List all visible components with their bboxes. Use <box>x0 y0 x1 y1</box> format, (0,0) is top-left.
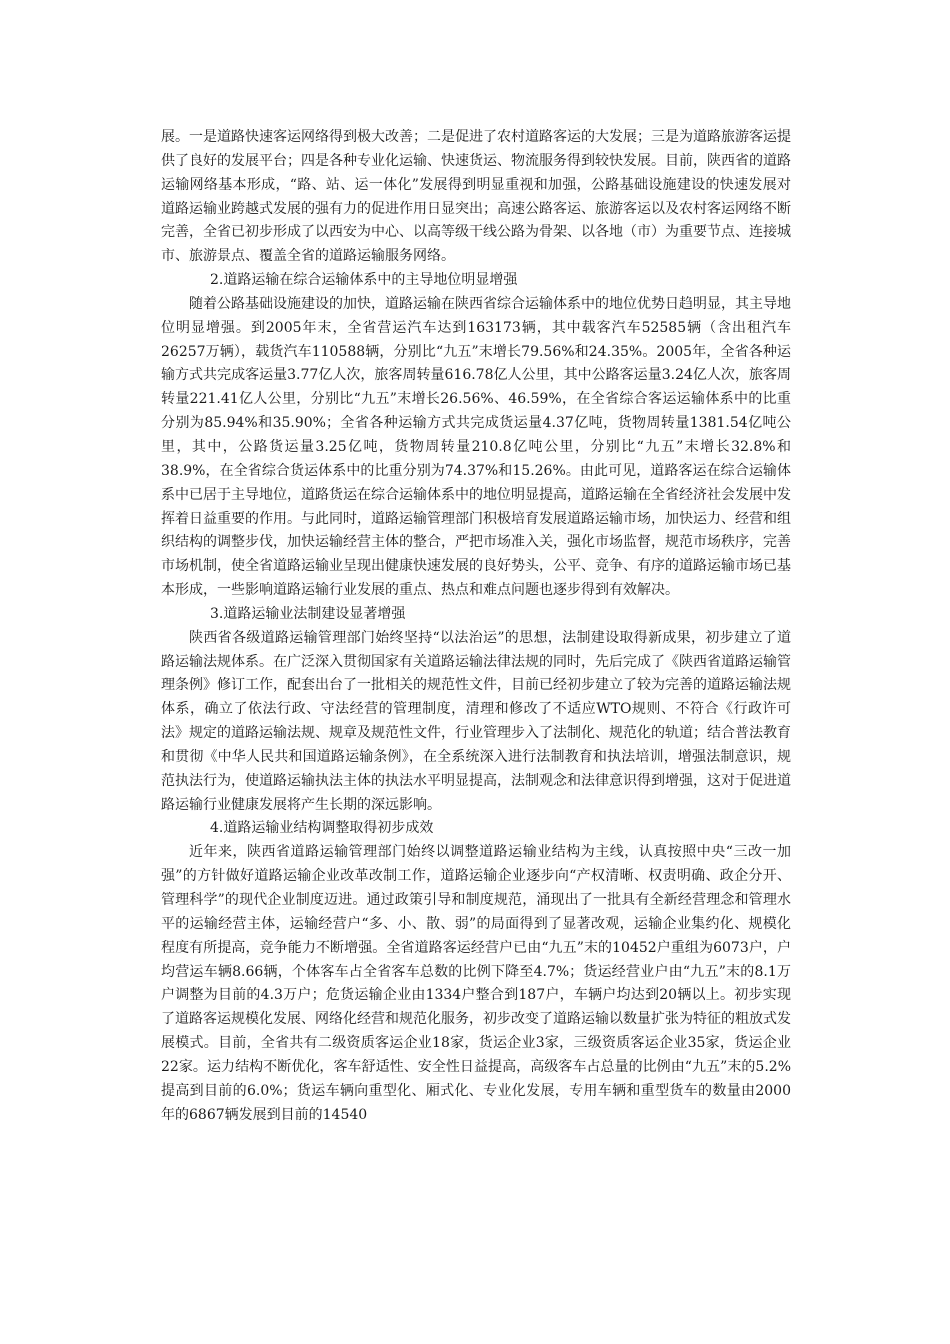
paragraph-continuation: 展。一是道路快速客运网络得到极大改善；二是促进了农村道路客运的大发展；三是为道路旅游客运提供了良好的发展平台；四是各种专业化运输、快速货运、物流服务得到较快发展。目前，陕西省的道路运输网络基本形成，“路、站、运一体化”发展得到明显重视和加强，公路基础设施建设的快速发展对道路运输业跨越式发展的强有力的促进作用日显突出；高速公路客运、旅游客运以及农村客运网络不断完善，全省已初步形成了以西安为中心、以高等级干线公路为骨架、以各地（市）为重要节点、连接城市、旅游景点、覆盖全省的道路运输服务网络。 <box>161 129 791 265</box>
section-heading-3: 3.道路运输业法制建设显著增强 <box>210 605 406 622</box>
paragraph-road-transport-dominance: 随着公路基础设施建设的加快，道路运输在陕西省综合运输体系中的地位优势日趋明显，其主导地位明显增强。到2005年末，全省营运汽车达到163173辆，其中载客汽车52585辆（含出租汽车26257万辆），载货汽车110588辆，分别比“九五”末增长79.56%和24.35%。2005年，全省各种运输方式共完成客运量3.77亿人次，旅客周转量616.78亿人公里，其中公路客运量3.24亿人次，旅客周转量221.41亿人公里，分别比“九五”末增长26.56%、46.59%，在全省综合客运运输体系中的比重分别为85.94%和35.90%；全省各种运输方式共完成货运量4.37亿吨，货物周转量1381.54亿吨公里，其中，公路货运量3.25亿吨，货物周转量210.8亿吨公里，分别比“九五”末增长32.8%和38.9%，在全省综合货运体系中的比重分别为74.37%和15.26%。由此可见，道路客运在综合运输体系中已居于主导地位，道路货运在综合运输体系中的地位明显提高，道路运输在全省经济社会发展中发挥着日益重要的作用。与此同时，道路运输管理部门积极培育发展道路运输市场，加快运力、经营和组织结构的调整步伐，加快运输经营主体的整合，严把市场准入关，强化市场监督，规范市场秩序，完善市场机制，使全省道路运输业呈现出健康快速发展的良好势头，公平、竞争、有序的道路运输市场已基本形成，一些影响道路运输行业发展的重点、热点和难点问题也逐步得到有效解决。 <box>161 295 791 599</box>
section-heading-2: 2.道路运输在综合运输体系中的主导地位明显增强 <box>210 272 518 289</box>
paragraph-legal-system: 陕西省各级道路运输管理部门始终坚持“以法治运”的思想，法制建设取得新成果，初步建立了道路运输法规体系。在广泛深入贯彻国家有关道路运输法律法规的同时，先后完成了《陕西省道路运输管理条例》修订工作，配套出台了一批相关的规范性文件，目前已经初步建立了较为完善的道路运输法规体系，确立了依法行政、守法经营的管理制度，清理和修改了不适应WTO规则、不符合《行政许可法》规定的道路运输法规、规章及规范性文件，行业管理步入了法制化、规范化的轨道；结合普法教育和贯彻《中华人民共和国道路运输条例》，在全系统深入进行法制教育和执法培训，增强法制意识，规范执法行为，使道路运输执法主体的执法水平明显提高，法制观念和法律意识得到增强，这对于促进道路运输行业健康发展将产生长期的深远影响。 <box>161 629 791 813</box>
document-page <box>161 126 791 1127</box>
paragraph-structure-adjustment: 近年来，陕西省道路运输管理部门始终以调整道路运输业结构为主线，认真按照中央“三改一加强”的方针做好道路运输企业改革改制工作，道路运输企业逐步向“产权清晰、权责明确、政企分开、管理科学”的现代企业制度迈进。通过政策引导和制度规范，涌现出了一批具有全新经营理念和管理水平的运输经营主体，运输经营户“多、小、散、弱”的局面得到了显著改观，运输企业集约化、规模化程度有所提高，竞争能力不断增强。全省道路客运经营户已由“九五”末的10452户重组为6073户，户均营运车辆8.66辆，个体客车占全省客车总数的比例下降至4.7%；货运经营业户由“九五”末的8.1万户调整为目前的4.3万户；危货运输企业由1334户整合到187户，车辆户均达到20辆以上。初步实现了道路客运规模化发展、网络化经营和规范化服务，初步改变了道路运输以数量扩张为特征的粗放式发展模式。目前，全省共有二级资质客运企业18家，货运企业3家，三级资质客运企业35家，货运企业22家。运力结构不断优化，客车舒适性、安全性日益提高，高级客车占总量的比例由“九五”末的5.2%提高到目前的6.0%；货运车辆向重型化、厢式化、专业化发展，专用车辆和重型货车的数量由2000年的6867辆发展到目前的14540 <box>161 844 791 1123</box>
section-heading-4: 4.道路运输业结构调整取得初步成效 <box>210 820 434 837</box>
